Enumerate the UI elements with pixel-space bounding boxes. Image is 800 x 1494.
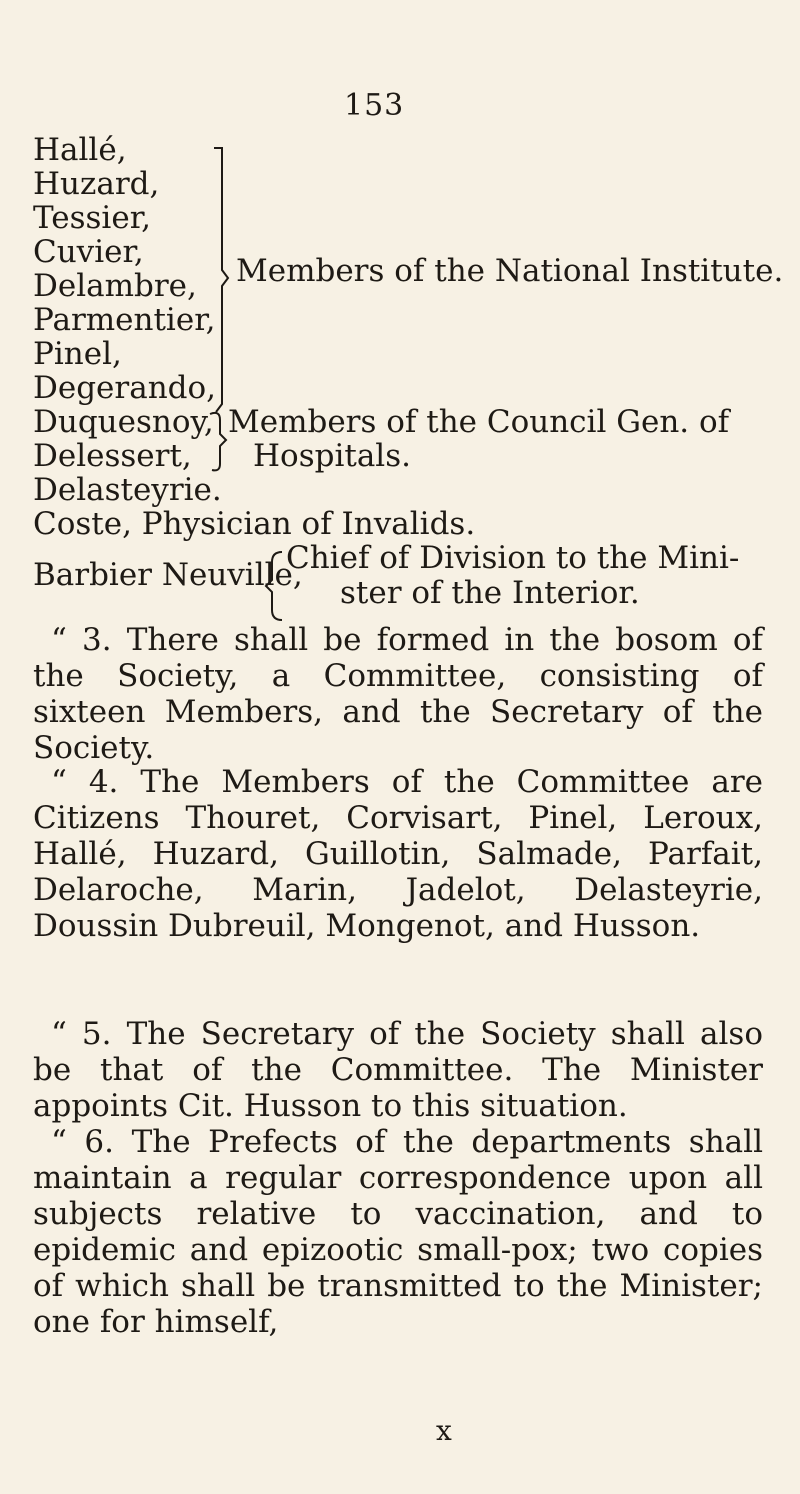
catchword: x bbox=[436, 1414, 452, 1447]
name-huzard: Huzard, bbox=[33, 166, 160, 202]
name-barbier-neuville: Barbier Neuville, bbox=[33, 557, 303, 593]
name-pinel: Pinel, bbox=[33, 336, 122, 372]
council-label-line2: Hospitals. bbox=[253, 438, 411, 474]
name-delasteyrie: Delasteyrie. bbox=[33, 472, 222, 508]
paragraph-3: “ 3. There shall be formed in the bosom of the Society, a Committee, consisting of sixteen Members, and the Secretary of the Society. bbox=[33, 622, 763, 766]
barbier-brace bbox=[262, 548, 284, 624]
council-label-line1: Members of the Council Gen. of bbox=[228, 404, 730, 440]
barbier-line2: ster of the Interior. bbox=[340, 575, 640, 611]
name-delessert: Delessert, bbox=[33, 438, 192, 474]
institute-label: Members of the National Institute. bbox=[236, 253, 784, 289]
page-number: 153 bbox=[344, 88, 405, 123]
name-parmentier: Parmentier, bbox=[33, 302, 216, 338]
coste-line: Coste, Physician of Invalids. bbox=[33, 506, 476, 542]
barbier-line1: Chief of Division to the Mini- bbox=[286, 540, 740, 576]
name-cuvier: Cuvier, bbox=[33, 234, 144, 270]
name-halle: Hallé, bbox=[33, 132, 127, 168]
name-delambre: Delambre, bbox=[33, 268, 197, 304]
name-degerando: Degerando, bbox=[33, 370, 217, 406]
name-tessier: Tessier, bbox=[33, 200, 151, 236]
paragraph-6: “ 6. The Prefects of the departments shall maintain a regular correspondence upon all subjects relative to vaccination, and to epidemic and epizootic small-pox; two copies of which shall be transmitted to the Minister; one for himself, bbox=[33, 1124, 763, 1340]
name-duquesnoy: Duquesnoy, bbox=[33, 404, 214, 440]
paragraph-4: “ 4. The Members of the Committee are Citizens Thouret, Corvisart, Pinel, Leroux, Hallé, Huzard, Guillotin, Salmade, Parfait, Delaroche, Marin, Jadelot, Delasteyrie, Doussin Dubreuil, Mongenot, and Husson. bbox=[33, 764, 763, 944]
council-brace bbox=[208, 406, 230, 476]
paragraph-5: “ 5. The Secretary of the Society shall also be that of the Committee. The Minister appoints Cit. Husson to this situation. bbox=[33, 1016, 763, 1124]
